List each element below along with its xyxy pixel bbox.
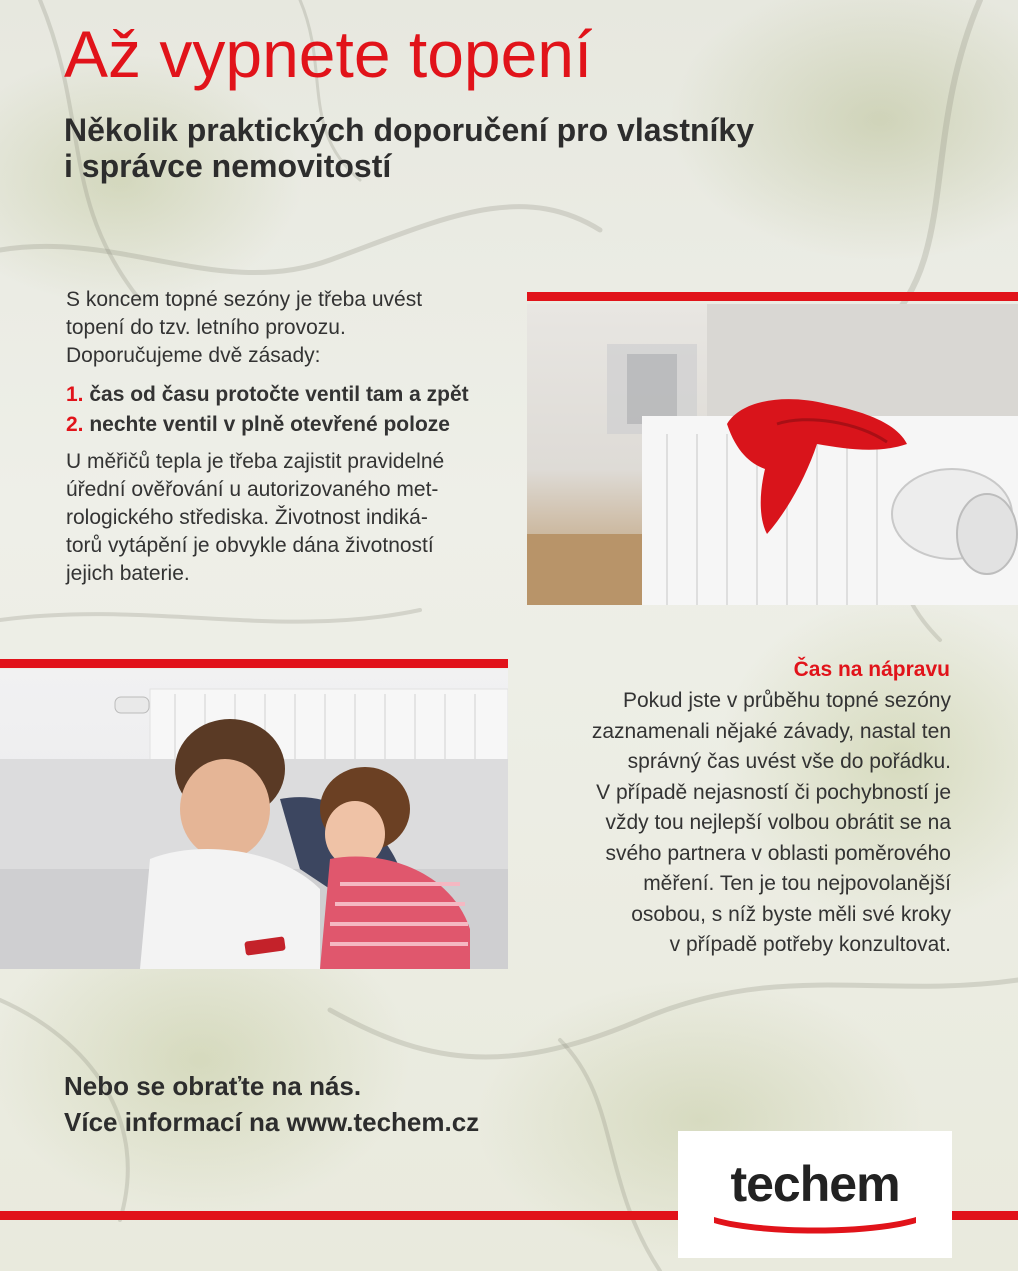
intro-line-3: Doporučujeme dvě zásady: (66, 344, 321, 367)
radiator-gloves-photo (527, 304, 1018, 605)
page-subtitle (64, 112, 944, 184)
logo-wordmark: techem (730, 1156, 900, 1212)
meter-line: jejich baterie. (66, 562, 190, 585)
meter-line: U měřičů tepla je třeba zajistit pravidelné (66, 450, 445, 473)
tip-number: 1. (66, 383, 84, 406)
subtitle-line-1: Několik praktických doporučení pro vlastníky (64, 112, 754, 148)
section-line: vždy tou nejlepší volbou obrátit se na (605, 811, 951, 834)
subtitle-line-2: i správce nemovitostí (64, 148, 392, 184)
tip-item (66, 410, 506, 440)
tip-item (66, 380, 506, 410)
meter-line: rologického střediska. Životnost indiká- (66, 506, 428, 529)
tip-number: 2. (66, 413, 84, 436)
section-line: svého partnera v oblasti poměrového (605, 841, 951, 865)
contact-line-1: Nebo se obraťte na nás. (64, 1071, 362, 1101)
section-body (530, 686, 951, 961)
section-line: v případě potřeby konzultovat. (669, 933, 951, 956)
page-title: Až vypnete topení (64, 17, 593, 91)
section-heading: Čas na nápravu (793, 658, 950, 681)
contact-line-2[interactable]: Více informací na www.techem.cz (64, 1107, 480, 1137)
meter-text (66, 448, 506, 588)
section-line: zaznamenali nějaké závady, nastal ten (591, 719, 951, 743)
section-line: osobou, s níž byste měli své kroky (631, 902, 951, 926)
tip-text: čas od času protočte ventil tam a zpět (89, 383, 469, 406)
intro-line-1: S koncem topné sezóny je třeba uvést (66, 288, 423, 311)
contact-block (64, 1068, 584, 1140)
tips-list (66, 380, 506, 440)
red-divider-middle-left (0, 659, 508, 668)
intro-block (66, 286, 506, 588)
section-line: měření. Ten je tou nejpovolanější (643, 872, 951, 895)
section-line: Pokud jste v průběhu topné sezóny (622, 689, 951, 712)
family-sofa-photo (0, 669, 508, 969)
intro-text (66, 286, 506, 370)
intro-line-2: topení do tzv. letního provozu. (66, 316, 346, 339)
logo-swoosh-icon (710, 1211, 920, 1235)
meter-line: torů vytápění je obvykle dána životností (66, 534, 434, 557)
meter-line: úřední ověřování u autorizovaného met- (66, 478, 439, 501)
red-divider-top-right (527, 292, 1018, 301)
tip-text: nechte ventil v plně otevřené poloze (89, 413, 450, 436)
section-line: správný čas uvést vše do pořádku. (627, 750, 951, 773)
section-line: V případě nejasností či pochybností je (596, 780, 951, 804)
techem-logo (678, 1131, 952, 1258)
